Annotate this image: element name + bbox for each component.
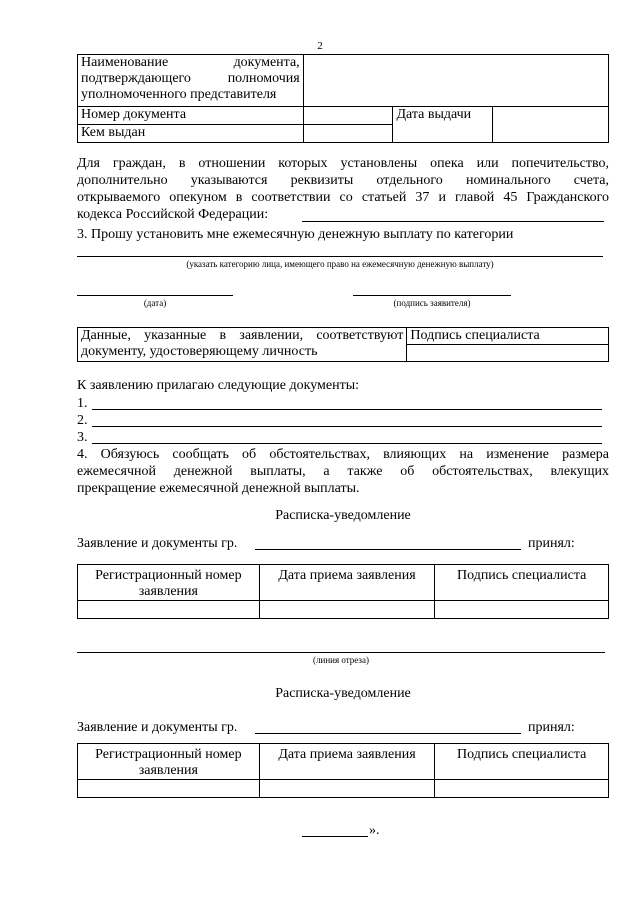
receipt-name-line[interactable] bbox=[255, 549, 521, 550]
reg-number-value[interactable] bbox=[78, 780, 260, 798]
doc-number-label: Номер документа bbox=[78, 107, 304, 125]
issue-date-value[interactable] bbox=[493, 107, 609, 143]
rep-doc-label-line: уполномоченного представителя bbox=[81, 87, 277, 102]
date-value[interactable] bbox=[259, 601, 435, 619]
col-reg-line: заявления bbox=[138, 763, 198, 778]
item-4 bbox=[77, 446, 609, 497]
date-hint: (дата) bbox=[143, 298, 167, 308]
item-4-line: 4. Обязуюсь сообщать об обстоятельствах, влияющих на изменение размера bbox=[77, 447, 609, 462]
item-4-line: прекращение ежемесячной денежной выплаты. bbox=[77, 481, 360, 496]
issued-by-value[interactable] bbox=[303, 125, 393, 143]
doc-item-number: 3. bbox=[77, 430, 88, 445]
guardian-line: кодекса Российской Федерации: bbox=[77, 207, 269, 222]
item-3: 3. Прошу установить мне ежемесячную денежную выплату по категории bbox=[77, 227, 514, 242]
receipt-docs-prefix: Заявление и документы гр. bbox=[77, 720, 238, 735]
doc-number-value[interactable] bbox=[303, 107, 393, 125]
cut-line-hint: (линия отреза) bbox=[313, 655, 369, 665]
doc-item-line[interactable] bbox=[92, 426, 602, 427]
guardian-line: дополнительно указываются реквизиты отдельного номинального счета, bbox=[77, 173, 609, 188]
receipt-docs-prefix: Заявление и документы гр. bbox=[77, 536, 238, 551]
cut-line bbox=[77, 652, 605, 653]
col-date: Дата приема заявления bbox=[259, 744, 435, 780]
data-match-label bbox=[78, 328, 407, 362]
col-sign: Подпись специалиста bbox=[435, 744, 609, 780]
guardian-line: Для граждан, в отношении которых установлены опека или попечительство, bbox=[77, 156, 609, 171]
category-line[interactable] bbox=[77, 256, 603, 257]
closing-line bbox=[302, 836, 368, 837]
doc-item-number: 1. bbox=[77, 396, 88, 411]
page-number: 2 bbox=[317, 40, 323, 52]
closing-mark: ». bbox=[369, 823, 380, 838]
col-reg-number bbox=[78, 565, 260, 601]
date-value[interactable] bbox=[259, 780, 435, 798]
representative-doc-table bbox=[77, 54, 609, 143]
receipt-table bbox=[77, 564, 609, 619]
rep-doc-label-cell bbox=[78, 55, 304, 107]
item-4-line: ежемесячной денежной выплаты, а также об обстоятельствах, влекущих bbox=[77, 464, 609, 479]
issued-by-label: Кем выдан bbox=[78, 125, 304, 143]
data-match-line: документу, удостоверяющему личность bbox=[81, 344, 318, 359]
docs-intro: К заявлению прилагаю следующие документы: bbox=[77, 378, 360, 393]
receipt-name-line[interactable] bbox=[255, 733, 521, 734]
col-reg-line: Регистрационный номер bbox=[95, 568, 242, 583]
guardian-line: открываемого опекуном в соответствии со статьей 37 и главой 45 Гражданского bbox=[77, 190, 609, 205]
issue-date-label: Дата выдачи bbox=[393, 107, 493, 143]
signature-hint: (подпись заявителя) bbox=[393, 298, 471, 308]
rep-doc-label-line: Наименование документа, bbox=[81, 55, 300, 70]
col-date: Дата приема заявления bbox=[259, 565, 435, 601]
sign-value[interactable] bbox=[435, 601, 609, 619]
rep-doc-label-line: подтверждающего полномочия bbox=[81, 71, 300, 86]
verification-table bbox=[77, 327, 609, 362]
guardian-paragraph bbox=[77, 155, 609, 223]
specialist-signature-label: Подпись специалиста bbox=[407, 328, 609, 345]
nominal-account-line[interactable] bbox=[302, 221, 604, 222]
receipt-title: Расписка-уведомление bbox=[275, 508, 411, 523]
col-reg-number bbox=[78, 744, 260, 780]
receipt-docs-suffix: принял: bbox=[528, 720, 575, 735]
doc-item-number: 2. bbox=[77, 413, 88, 428]
receipt-docs-suffix: принял: bbox=[528, 536, 575, 551]
col-reg-line: Регистрационный номер bbox=[95, 747, 242, 762]
category-hint: (указать категорию лица, имеющего право на ежемесячную денежную выплату) bbox=[186, 259, 494, 269]
receipt-title: Расписка-уведомление bbox=[275, 686, 411, 701]
data-match-line: Данные, указанные в заявлении, соответствуют bbox=[81, 328, 404, 343]
doc-item-line[interactable] bbox=[92, 409, 602, 410]
col-sign: Подпись специалиста bbox=[435, 565, 609, 601]
col-reg-line: заявления bbox=[138, 584, 198, 599]
doc-item-line[interactable] bbox=[92, 443, 602, 444]
receipt-table bbox=[77, 743, 609, 798]
rep-doc-value-cell[interactable] bbox=[303, 55, 608, 107]
reg-number-value[interactable] bbox=[78, 601, 260, 619]
date-line[interactable] bbox=[77, 295, 233, 296]
sign-value[interactable] bbox=[435, 780, 609, 798]
specialist-signature-value[interactable] bbox=[407, 345, 609, 362]
signature-line[interactable] bbox=[353, 295, 511, 296]
